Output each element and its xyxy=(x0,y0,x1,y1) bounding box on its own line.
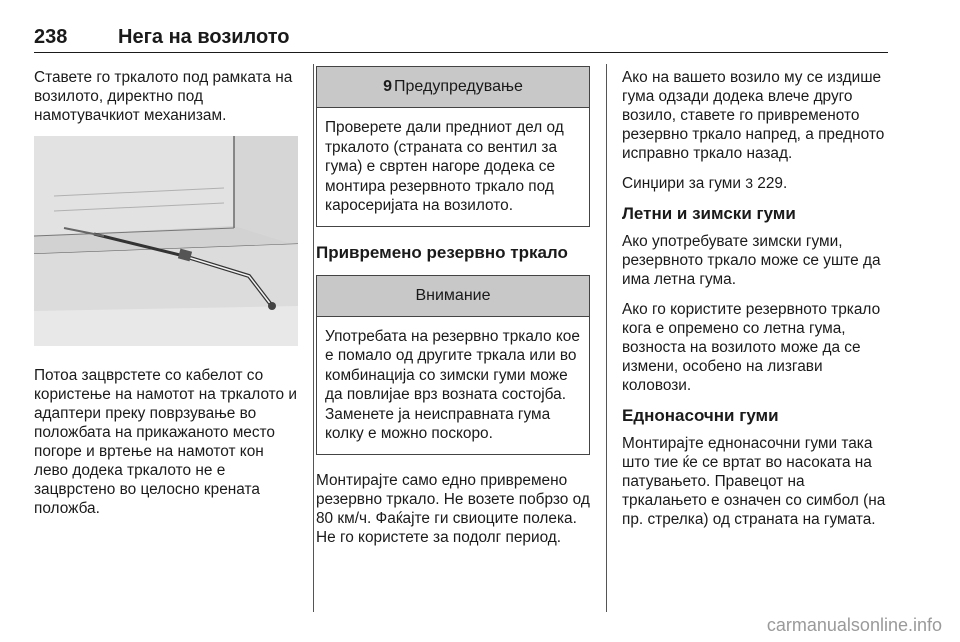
column-divider-1 xyxy=(313,64,314,612)
warning-text: Проверете дали предниот дел од тркалото (страната со вентил за гума) е свртен нагоре додека се монтира резервното тркало под каросеријата на возилото. xyxy=(325,119,564,214)
caution-title: Внимание xyxy=(317,276,589,317)
xref-page: 229. xyxy=(753,175,788,192)
column-1 xyxy=(34,68,298,529)
paragraph: Ако на вашето возило му се издише гума одзади додека влече друго возило, ставете го привременото резервно тркало напред, а предното исправно тркало назад. xyxy=(622,69,885,162)
chapter-title: Нега на возилото xyxy=(118,26,290,48)
cross-reference xyxy=(622,174,890,193)
paragraph: Монтирајте само едно привремено резервно тркало. Не возете побрзо од 80 км/ч. Фаќајте ги свиоците полека. Не го користете за подолг период. xyxy=(316,471,590,546)
paragraph: Ставете го тркалото под рамката на возилото, директно под намотувачкиот механизам. xyxy=(34,69,293,124)
xref-label: Синџири за гуми xyxy=(622,175,746,192)
header-rule xyxy=(34,52,888,53)
paragraph: Ако употребувате зимски гуми, резервното тркало може се уште да има летна гума. xyxy=(622,233,881,288)
column-divider-2 xyxy=(606,64,607,612)
warning-box xyxy=(316,66,590,227)
section-heading: Привремено резервно тркало xyxy=(316,242,568,262)
warning-icon: 9 xyxy=(383,78,393,95)
warning-header xyxy=(317,67,589,108)
caution-text: Употребата на резервно тркало кое е помало од другите тркала или во комбинација со зимски гуми може да повлијае врз возната состојба. Заменете ја неисправната гума колку е можно поскоро. xyxy=(325,327,580,442)
paragraph: Ако го користите резервното тркало кога е опремено со летна гума, возноста на возилото може да се измени, особено на лизгави коловози. xyxy=(622,301,881,394)
section-heading: Еднонасочни гуми xyxy=(622,406,779,425)
page-number: 238 xyxy=(34,26,68,48)
column-3 xyxy=(622,68,890,540)
paragraph: Потоа зацврстете со кабелот со користење на намотот на тркалото и адаптери преку поврзување во положбата на прикажаното место погоре и вртење на намотот кон лево додека тркалото не е зацврстено во целосно крената положба. xyxy=(34,367,297,517)
section-heading: Летни и зимски гуми xyxy=(622,204,796,223)
column-2 xyxy=(316,66,590,558)
page-header xyxy=(34,26,888,54)
watermark: carmanualsonline.info xyxy=(766,615,942,635)
paragraph: Монтирајте еднонасочни гуми така што тие ќе се вртат во насоката на патувањето. Правецот на тркалањето е означен со симбол (на пр. стрелка) од страната на гумата. xyxy=(622,435,886,528)
caution-box xyxy=(316,275,590,455)
arrow-icon: 3 xyxy=(745,175,754,191)
warning-title: Предупредување xyxy=(394,78,523,95)
spare-wheel-winch-illustration xyxy=(34,136,298,346)
